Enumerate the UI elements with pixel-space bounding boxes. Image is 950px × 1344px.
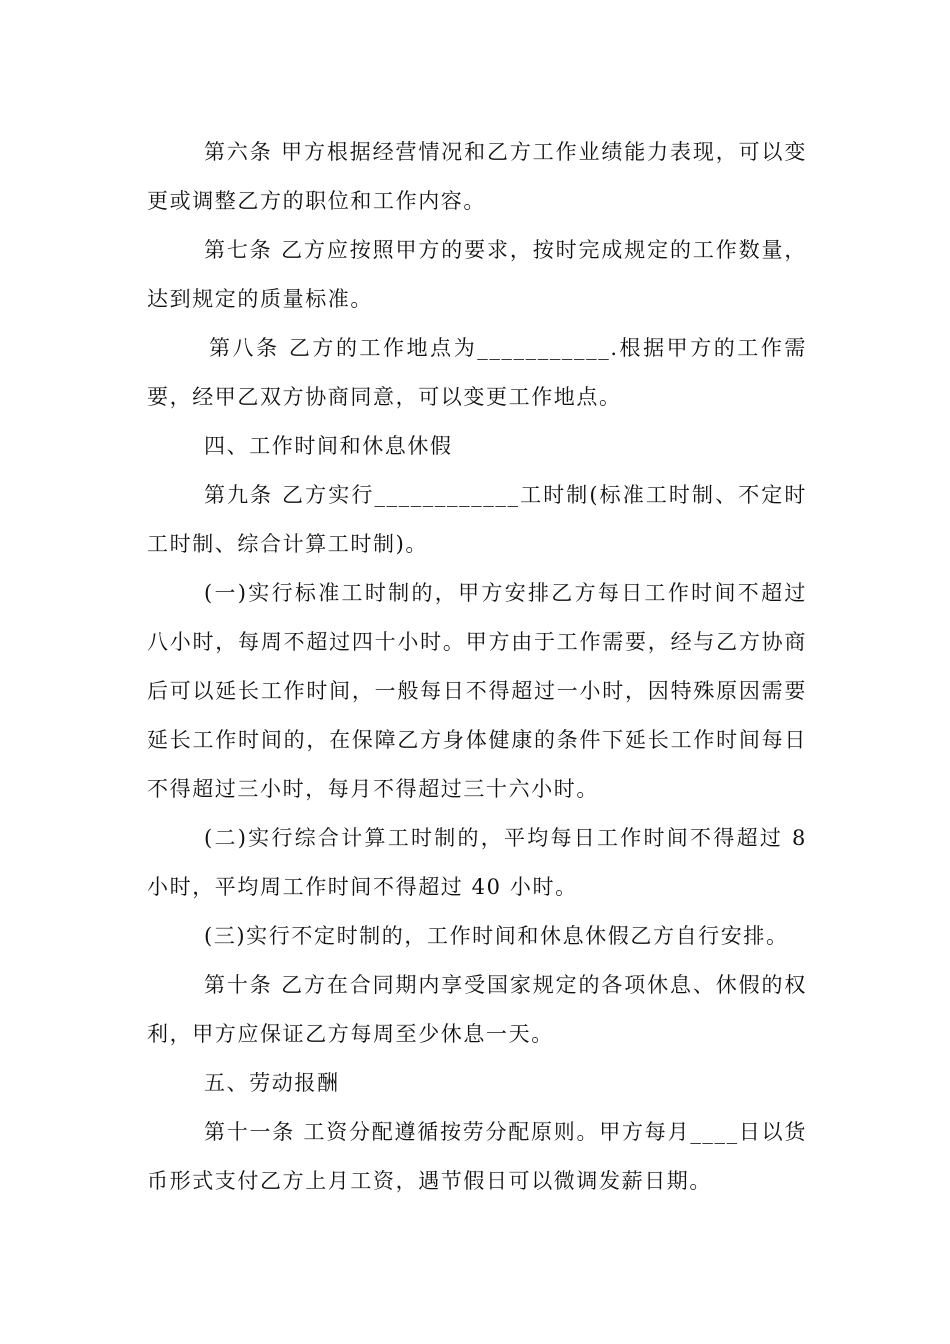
article-10-paragraph: 第十条 乙方在合同期内享受国家规定的各项休息、休假的权利，甲方应保证乙方每周至少休息一天。 [147,973,807,1046]
article-8-paragraph: 第八条 乙方的工作地点为___________.根据甲方的工作需要，经甲乙双方协商同意，可以变更工作地点。 [147,336,807,409]
article-9-paragraph: 第九条 乙方实行____________工时制(标准工时制、不定时工时制、综合计算工时制)。 [147,483,807,556]
article-7-paragraph: 第七条 乙方应按照甲方的要求，按时完成规定的工作数量，达到规定的质量标准。 [147,238,807,311]
clause-1-paragraph: (一)实行标准工时制的，甲方安排乙方每日工作时间不超过八小时，每周不超过四十小时。甲方由于工作需要，经与乙方协商后可以延长工作时间，一般每日不得超过一小时，因特殊原因需要延长工作时间的，在保障乙方身体健康的条件下延长工作时间每日不得超过三小时，每月不得超过三十六小时。 [147,581,807,801]
clause-2-paragraph: (二)实行综合计算工时制的，平均每日工作时间不得超过 8 小时，平均周工作时间不得超过 40 小时。 [147,826,807,899]
section-4-heading: 四、工作时间和休息休假 [204,434,453,458]
document-body [147,128,807,1206]
clause-3-paragraph: (三)实行不定时制的，工作时间和休息休假乙方自行安排。 [204,924,789,948]
article-11-paragraph: 第十一条 工资分配遵循按劳分配原则。甲方每月____日以货币形式支付乙方上月工资，遇节假日可以微调发薪日期。 [147,1120,807,1193]
article-6-paragraph: 第六条 甲方根据经营情况和乙方工作业绩能力表现，可以变更或调整乙方的职位和工作内容。 [147,140,807,213]
section-5-heading: 五、劳动报酬 [204,1071,340,1095]
